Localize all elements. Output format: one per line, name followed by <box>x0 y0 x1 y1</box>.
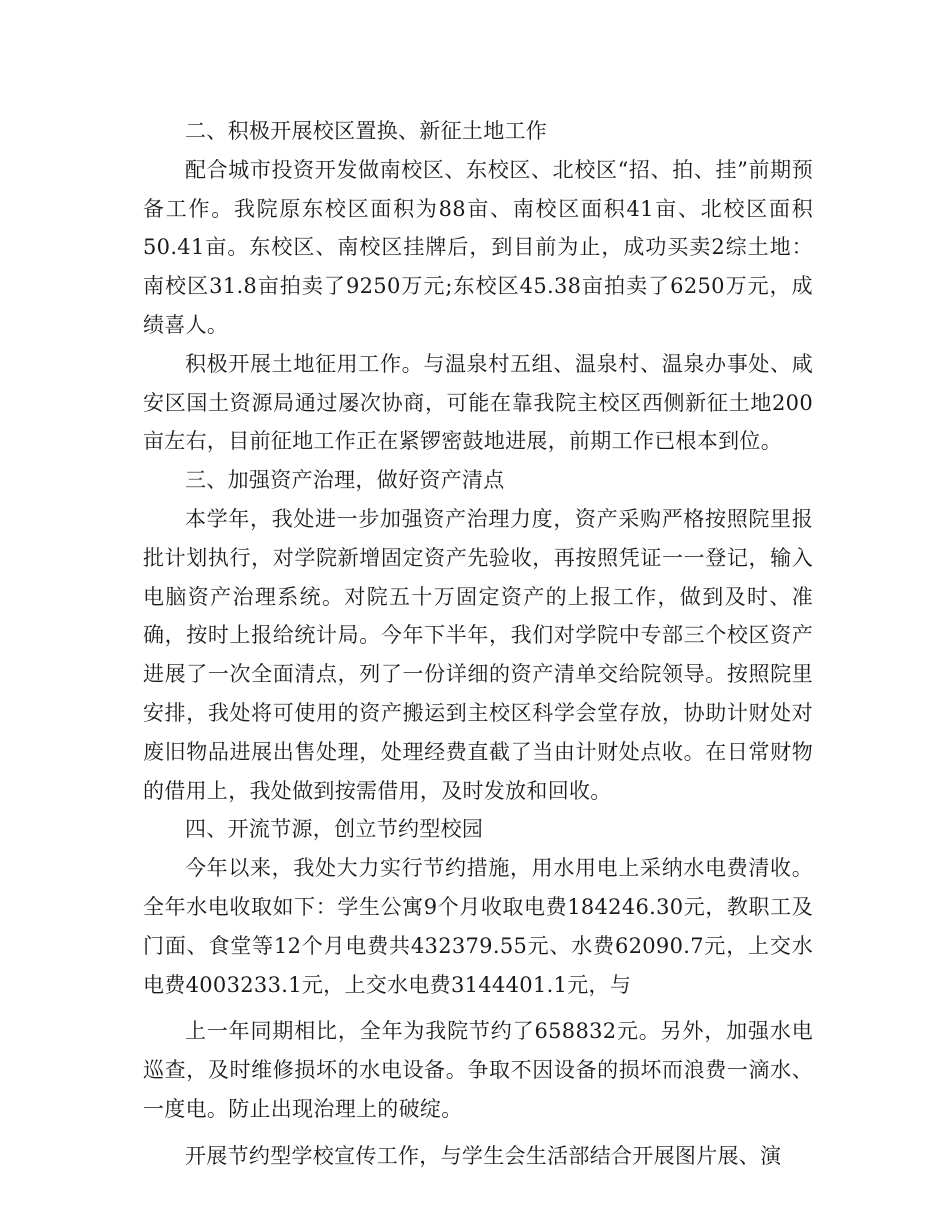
paragraph-gap <box>143 1004 813 1012</box>
paragraph-campus-replacement: 配合城市投资开发做南校区、东校区、北校区“招、拍、挂”前期预备工作。我院原东校区面积为88亩、南校区面积41亩、北校区面积50.41亩。东校区、南校区挂牌后，到目前为止，成功买卖2综土地：南校区31.8亩拍卖了9250万元;东校区45.38亩拍卖了6250万元，成绩喜人。 <box>143 157 813 337</box>
paragraph-land-acquisition: 积极开展土地征用工作。与温泉村五组、温泉村、温泉办事处、咸安区国土资源局通过屡次协商，可能在靠我院主校区西侧新征土地200亩左右，目前征地工作正在紧锣密鼓地进展，前期工作已根本到位。 <box>143 351 813 454</box>
paragraph-publicity: 开展节约型学校宣传工作，与学生会生活部结合开展图片展、演 <box>185 1143 782 1168</box>
document-body <box>143 112 813 1176</box>
section-heading-3: 三、加强资产治理，做好资产清点 <box>185 468 505 493</box>
paragraph-utility-fees: 今年以来，我处大力实行节约措施，用水用电上采纳水电费清收。全年水电收取如下：学生公寓9个月收取电费184246.30元，教职工及门面、食堂等12个月电费共432379.55元、水费62090.7元，上交水电费4003233.1元，上交水电费3144401.1元，与 <box>143 856 813 997</box>
section-heading-2: 二、积极开展校区置换、新征土地工作 <box>185 119 548 143</box>
paragraph-gap <box>143 1129 813 1137</box>
section-heading-4: 四、开流节源，创立节约型校园 <box>185 817 484 842</box>
paragraph-savings: 上一年同期相比，全年为我院节约了658832元。另外，加强水电巡查，及时维修损坏的水电设备。争取不因设备的损坏而浪费一滴水、一度电。防止出现治理上的破绽。 <box>143 1019 813 1121</box>
paragraph-asset-management: 本学年，我处进一步加强资产治理力度，资产采购严格按照院里报批计划执行，对学院新增固定资产先验收，再按照凭证一一登记，输入电脑资产治理系统。对院五十万固定资产的上报工作，做到及时、准确，按时上报给统计局。今年下半年，我们对学院中专部三个校区资产进展了一次全面清点，列了一份详细的资产清单交给院领导。按照院里安排，我处将可使用的资产搬运到主校区科学会堂存放，协助计财处对废旧物品进展出售处理，处理经费直截了当由计财处点收。在日常财物的借用上，我处做到按需借用，及时发放和回收。 <box>143 506 813 803</box>
